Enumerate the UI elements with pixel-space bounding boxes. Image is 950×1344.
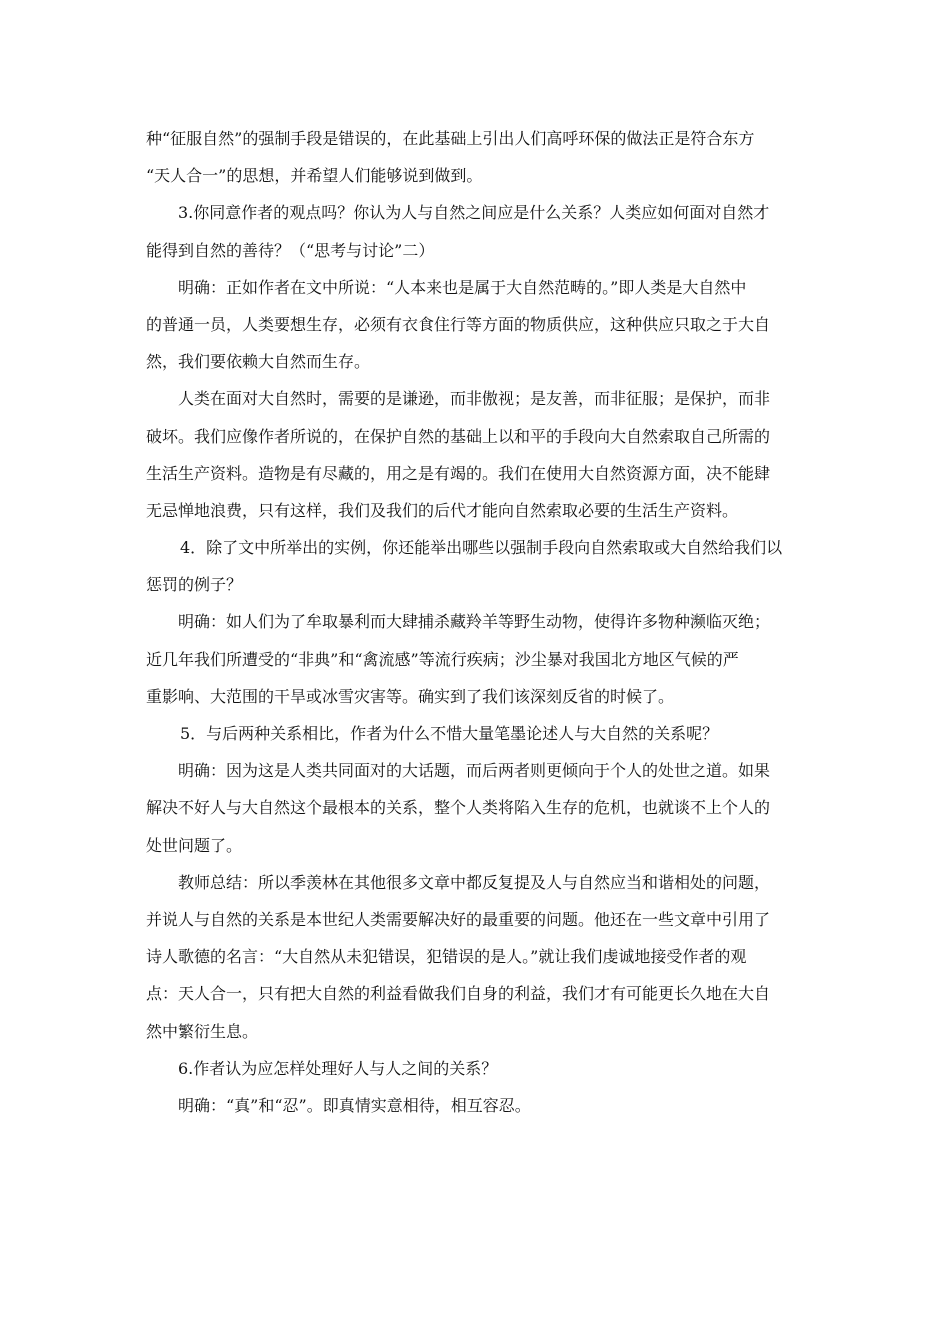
answer-4: 明确：如人们为了牟取暴利而大肆捕杀藏羚羊等野生动物，使得许多物种濒临灭绝； <box>178 612 771 632</box>
text-line: 处世问题了。 <box>146 835 243 855</box>
text-line: 的普通一员，人类要想生存，必须有衣食住行等方面的物质供应，这种供应只取之于大自 <box>146 314 771 334</box>
text-line: 能得到自然的善待？（“思考与讨论”二） <box>146 240 435 260</box>
text-line: 然，我们要依赖大自然而生存。 <box>146 352 371 372</box>
question-4: 4．除了文中所举出的实例，你还能举出哪些以强制手段向自然索取或大自然给我们以 <box>180 538 783 558</box>
text-line: 点：天人合一，只有把大自然的利益看做我们自身的利益，我们才有可能更长久地在大自 <box>146 984 771 1004</box>
text-line: 生活生产资料。造物是有尽藏的，用之是有竭的。我们在使用大自然资源方面，决不能肆 <box>146 463 771 483</box>
text-line: 并说人与自然的关系是本世纪人类需要解决好的最重要的问题。他还在一些文章中引用了 <box>146 909 771 929</box>
question-5: 5．与后两种关系相比，作者为什么不惜大量笔墨论述人与大自然的关系呢？ <box>180 724 719 743</box>
text-line: 诗人歌德的名言：“大自然从未犯错误，犯错误的是人。”就让我们虔诚地接受作者的观 <box>146 947 747 967</box>
text-line: 近几年我们所遭受的“非典”和“禽流感”等流行疾病；沙尘暴对我国北方地区气候的严 <box>146 649 739 669</box>
text-line: 解决不好人与大自然这个最根本的关系，整个人类将陷入生存的危机，也就谈不上个人的 <box>146 798 771 818</box>
text-line: 惩罚的例子？ <box>146 575 243 595</box>
text-line: 无忌惮地浪费，只有这样，我们及我们的后代才能向自然索取必要的生活生产资料。 <box>146 500 739 520</box>
text-line: 种“征服自然”的强制手段是错误的，在此基础上引出人们高呼环保的做法正是符合东方 <box>146 129 755 148</box>
answer-5: 明确：因为这是人类共同面对的大话题，而后两者则更倾向于个人的处世之道。如果 <box>178 761 771 781</box>
text-line: 然中繁衍生息。 <box>146 1021 259 1041</box>
question-3: 3.你同意作者的观点吗？你认为人与自然之间应是什么关系？人类应如何面对自然才 <box>178 203 770 223</box>
text-line: 重影响、大范围的干旱或冰雪灾害等。确实到了我们该深刻反省的时候了。 <box>146 686 675 706</box>
answer-6: 明确：“真”和“忍”。即真情实意相待，相互容忍。 <box>178 1095 531 1115</box>
question-6: 6.作者认为应怎样处理好人与人之间的关系？ <box>178 1058 498 1078</box>
answer-3: 明确：正如作者在文中所说：“人本来也是属于大自然范畴的。”即人类是大自然中 <box>178 277 747 297</box>
text-line: 破坏。我们应像作者所说的，在保护自然的基础上以和平的手段向大自然索取自己所需的 <box>146 426 771 446</box>
document-page <box>146 120 806 1124</box>
text-line: “天人合一”的思想，并希望人们能够说到做到。 <box>146 166 483 186</box>
teacher-summary: 教师总结：所以季羡林在其他很多文章中都反复提及人与自然应当和谐相处的问题， <box>178 872 771 892</box>
paragraph-start: 人类在面对大自然时，需要的是谦逊，而非傲视；是友善，而非征服；是保护，而非 <box>178 389 771 409</box>
